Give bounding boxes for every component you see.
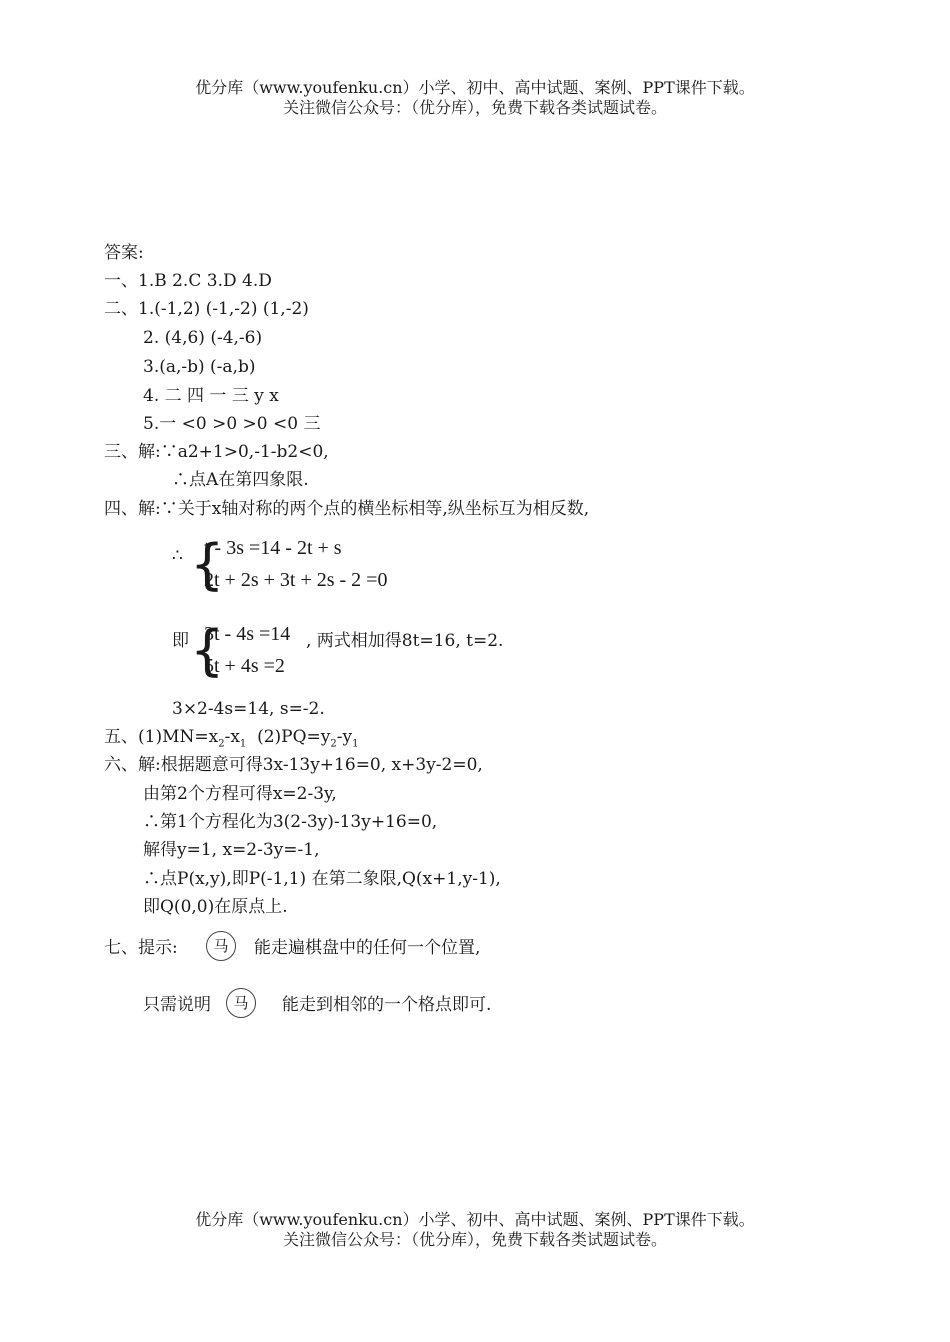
horse-piece-icon: 马 — [226, 988, 256, 1018]
footer-line-1: 优分库（www.youfenku.cn）小学、初中、高中试题、案例、PPT课件下载。 — [195, 1210, 755, 1229]
addition-note: , 两式相加得8t=16, t=2. — [306, 631, 504, 651]
equation-2: 2t + 2s + 3t + 2s - 2 =0 — [204, 569, 388, 591]
s5-sub-4: 1 — [352, 738, 359, 750]
footer-line-2: 关注微信公众号：（优分库），免费下载各类试题试卷。 — [282, 1230, 667, 1249]
answer-section-2-item-1: 二、1.(-1,2) (-1,-2) (1,-2) — [104, 299, 309, 319]
answer-section-3-line-2: ∴点A在第四象限. — [172, 470, 309, 490]
answer-section-2-item-2: 2. (4,6) (-4,-6) — [143, 328, 263, 348]
s5-part-c: (2)PQ=y — [246, 727, 331, 747]
answer-section-6-line-2: 由第2个方程可得x=2-3y, — [143, 784, 337, 804]
answer-section-7-line-2: 能走到相邻的一个格点即可. — [282, 995, 492, 1015]
therefore-symbol: ∴ — [172, 546, 183, 566]
answer-section-1: 一、1.B 2.C 3.D 4.D — [104, 271, 272, 291]
answer-section-4-last: 3×2-4s=14, s=-2. — [172, 699, 325, 719]
answer-section-3-line-1: 三、解:∵a2+1>0,-1-b2<0, — [104, 442, 329, 462]
answer-section-6-line-6: 即Q(0,0)在原点上. — [143, 897, 288, 917]
answers-title: 答案: — [104, 243, 144, 263]
s5-sub-3: 2 — [330, 738, 337, 750]
answer-section-2-item-4: 4. 二 四 一 三 y x — [143, 386, 279, 406]
answer-section-4-line-1: 四、解:∵关于x轴对称的两个点的横坐标相等,纵坐标互为相反数, — [104, 499, 590, 519]
system-brace-2: { — [190, 619, 225, 682]
answer-section-2-item-3: 3.(a,-b) (-a,b) — [143, 357, 256, 377]
equation-1: t - 3s =14 - 2t + s — [204, 537, 342, 559]
header-line-1: 优分库（www.youfenku.cn）小学、初中、高中试题、案例、PPT课件下载。 — [195, 78, 755, 97]
horse-piece-icon: 马 — [206, 931, 236, 961]
answer-section-7-prefix: 七、提示: — [104, 938, 178, 958]
equation-4: 5t + 4s =2 — [204, 655, 285, 677]
s5-part-d: -y — [336, 727, 353, 747]
answer-section-7-line-1: 能走遍棋盘中的任何一个位置, — [254, 938, 481, 958]
answer-section-2-item-5: 5.一 <0 >0 >0 <0 三 — [143, 414, 321, 434]
header-line-2: 关注微信公众号：（优分库），免费下载各类试题试卷。 — [282, 98, 667, 117]
s5-sub-2: 1 — [239, 738, 247, 750]
answer-section-6-line-4: 解得y=1, x=2-3y=-1, — [143, 840, 320, 860]
answer-section-6-line-5: ∴点P(x,y),即P(-1,1) 在第二象限,Q(x+1,y-1), — [143, 869, 501, 889]
s5-part-a: 五、(1)MN=x — [104, 727, 219, 747]
equation-3: 3t - 4s =14 — [204, 623, 291, 645]
answer-section-7-line-2-prefix: 只需说明 — [143, 995, 211, 1015]
ji-label: 即 — [172, 631, 189, 651]
answer-section-6-line-3: ∴第1个方程化为3(2-3y)-13y+16=0, — [143, 812, 438, 832]
s5-sub-1: 2 — [218, 738, 225, 750]
system-brace-1: { — [190, 533, 225, 596]
s5-part-b: -x — [224, 727, 240, 747]
answer-section-6-line-1: 六、解:根据题意可得3x-13y+16=0, x+3y-2=0, — [104, 755, 483, 775]
answer-section-5 — [104, 726, 359, 755]
